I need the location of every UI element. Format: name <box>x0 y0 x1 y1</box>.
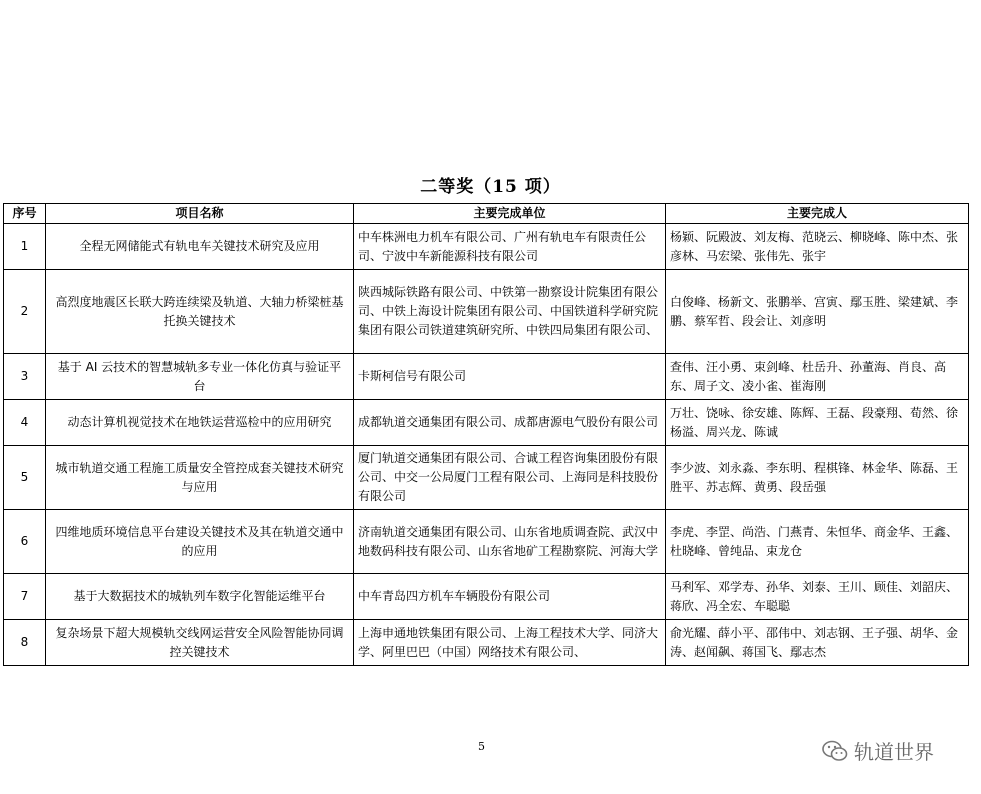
page-number: 5 <box>478 740 485 753</box>
award-table <box>3 203 969 666</box>
row-person: 李虎、李罡、尚浩、门燕青、朱恒华、商金华、王鑫、杜晓峰、曾纯品、束龙仓 <box>666 510 969 574</box>
row-person: 白俊峰、杨新文、张鹏举、宫寅、鄢玉胜、梁建斌、李鹏、蔡军哲、段会让、刘彦明 <box>666 270 969 354</box>
row-person: 马利军、邓学寿、孙华、刘泰、王川、顾佳、刘韶庆、蒋欣、冯全宏、车聪聪 <box>666 574 969 620</box>
table-row <box>4 270 969 354</box>
section-title: 二等奖（15 项） <box>420 177 561 197</box>
row-name: 基于大数据技术的城轨列车数字化智能运维平台 <box>46 574 354 620</box>
table-row <box>4 574 969 620</box>
wechat-icon <box>822 740 848 762</box>
table-row <box>4 620 969 666</box>
watermark-text: 轨道世界 <box>854 740 934 764</box>
row-no: 6 <box>4 510 46 574</box>
row-no: 3 <box>4 354 46 400</box>
header-no: 序号 <box>4 204 46 224</box>
row-name: 动态计算机视觉技术在地铁运营巡检中的应用研究 <box>46 400 354 446</box>
header-person: 主要完成人 <box>666 204 969 224</box>
row-person: 万壮、饶咏、徐安雄、陈辉、王磊、段豪翔、荀然、徐杨溢、周兴龙、陈诚 <box>666 400 969 446</box>
row-unit: 成都轨道交通集团有限公司、成都唐源电气股份有限公司 <box>354 400 666 446</box>
row-unit: 上海申通地铁集团有限公司、上海工程技术大学、同济大学、阿里巴巴（中国）网络技术有限公司、 <box>354 620 666 666</box>
row-name: 基于 AI 云技术的智慧城轨多专业一体化仿真与验证平台 <box>46 354 354 400</box>
row-no: 5 <box>4 446 46 510</box>
row-no: 4 <box>4 400 46 446</box>
table-row <box>4 224 969 270</box>
row-unit: 卡斯柯信号有限公司 <box>354 354 666 400</box>
row-name: 高烈度地震区长联大跨连续梁及轨道、大轴力桥梁桩基托换关键技术 <box>46 270 354 354</box>
row-no: 7 <box>4 574 46 620</box>
row-unit: 中车青岛四方机车车辆股份有限公司 <box>354 574 666 620</box>
table-header-row <box>4 204 969 224</box>
row-person: 杨颖、阮殿波、刘友梅、范晓云、柳晓峰、陈中杰、张彦林、马宏梁、张伟先、张宇 <box>666 224 969 270</box>
row-person: 俞光耀、薛小平、邵伟中、刘志钢、王子强、胡华、金涛、赵闻飙、蒋国飞、鄢志杰 <box>666 620 969 666</box>
table-row <box>4 446 969 510</box>
row-person: 查伟、汪小勇、束剑峰、杜岳升、孙董海、肖良、高东、周子文、凌小雀、崔海刚 <box>666 354 969 400</box>
row-unit: 厦门轨道交通集团有限公司、合诚工程咨询集团股份有限公司、中交一公局厦门工程有限公司、上海同是科技股份有限公司 <box>354 446 666 510</box>
watermark <box>822 736 934 765</box>
row-unit: 济南轨道交通集团有限公司、山东省地质调查院、武汉中地数码科技有限公司、山东省地矿工程勘察院、河海大学 <box>354 510 666 574</box>
row-no: 2 <box>4 270 46 354</box>
row-no: 1 <box>4 224 46 270</box>
header-unit: 主要完成单位 <box>354 204 666 224</box>
row-name: 城市轨道交通工程施工质量安全管控成套关键技术研究与应用 <box>46 446 354 510</box>
table-row <box>4 510 969 574</box>
row-name: 全程无网储能式有轨电车关键技术研究及应用 <box>46 224 354 270</box>
row-no: 8 <box>4 620 46 666</box>
table-row <box>4 400 969 446</box>
header-name: 项目名称 <box>46 204 354 224</box>
row-person: 李少波、刘永淼、李东明、程棋锋、林金华、陈磊、王胜平、苏志辉、黄勇、段岳强 <box>666 446 969 510</box>
row-name: 复杂场景下超大规模轨交线网运营安全风险智能协同调控关键技术 <box>46 620 354 666</box>
row-unit: 陕西城际铁路有限公司、中铁第一勘察设计院集团有限公司、中铁上海设计院集团有限公司、中国铁道科学研究院集团有限公司铁道建筑研究所、中铁四局集团有限公司、 <box>354 270 666 354</box>
row-name: 四维地质环境信息平台建设关键技术及其在轨道交通中的应用 <box>46 510 354 574</box>
table-row <box>4 354 969 400</box>
row-unit: 中车株洲电力机车有限公司、广州有轨电车有限责任公司、宁波中车新能源科技有限公司 <box>354 224 666 270</box>
